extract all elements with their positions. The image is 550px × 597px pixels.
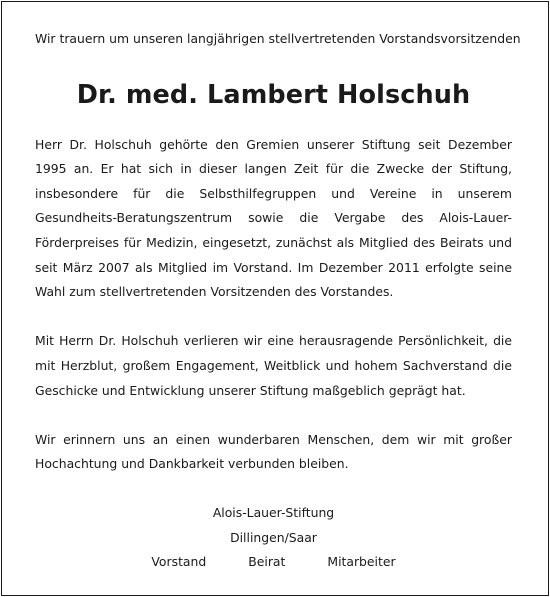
signature-organization: Alois-Lauer-Stiftung xyxy=(212,504,335,520)
signature-location: Dillingen/Saar xyxy=(230,529,317,545)
paragraph-career: Herr Dr. Holschuh gehörte den Gremien unserer Stiftung seit Dezember 1995 an. Er hat sich in dieser langen Zeit für die Zwecke der Stiftung, insbesondere für die Selbsthilfegruppen und Vereine in unserem Gesundheits-Beratungszentrum sowie die Vergabe des Alois-Lauer-Förderpreises für Medizin, eingesetzt, zunächst als Mitglied des Beirats und seit März 2007 als Mitglied im Vorstand. Im Dezember 2011 erfolgte seine Wahl zum stellvertretenden Vorsitzenden des Vorstandes. xyxy=(35,136,512,300)
deceased-name: Dr. med. Lambert Holschuh xyxy=(76,79,471,110)
paragraph-spacer xyxy=(35,305,512,330)
notice-frame xyxy=(1,1,549,596)
role-board: Vorstand xyxy=(151,554,207,570)
paragraph-tribute: Mit Herrn Dr. Holschuh verlieren wir eine herausragende Persönlichkeit, die mit Herzblut, großem Engagement, Weitblick und hohem Sachverstand die Geschicke und Entwicklung unserer Stiftung maßgeblich geprägt hat. xyxy=(35,333,512,398)
paragraph-remembrance: Wir erinnern uns an einen wunderbaren Menschen, dem wir mit großer Hochachtung und Dankbarkeit verbunden bleiben. xyxy=(35,431,512,472)
role-staff: Mitarbeiter xyxy=(327,554,396,570)
role-advisory-council: Beirat xyxy=(248,554,286,570)
notice-content xyxy=(35,27,521,575)
intro-text: Wir trauern um unseren langjährigen stellvertretenden Vorstandsvorsitzenden xyxy=(35,31,521,46)
paragraph-spacer xyxy=(35,403,512,428)
signature-roles xyxy=(35,550,512,575)
signature-block xyxy=(35,501,512,575)
